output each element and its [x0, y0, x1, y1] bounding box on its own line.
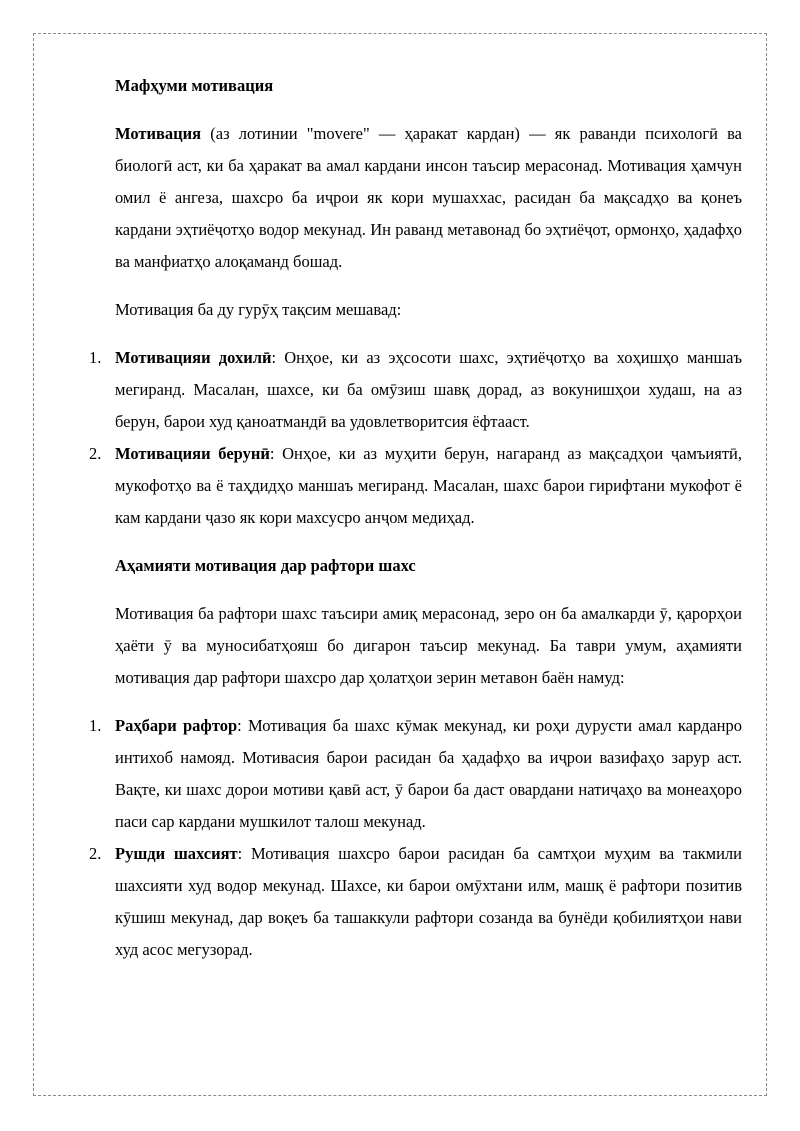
document-body: [89, 70, 743, 966]
list-term: Раҳбари рафтор: [115, 716, 238, 735]
list-term: Рушди шахсият: [115, 844, 238, 863]
list-text: : Мотивация шахсро барои расидан ба самтҳои муҳим ва такмили шахсияти худ водор мекунад. Шахсе, ки барои омӯхтани илм, машқ ё рафтори позитив кӯшиш мекунад, дар воқеъ ба ташаккули рафтори созанда ва бунёди қобилиятҳои нави худ асос мегузорад.: [115, 844, 743, 959]
list-number: 1.: [89, 716, 102, 735]
heading-importance: Аҳамияти мотивация дар рафтори шахс: [115, 556, 416, 575]
intro-term: Мотивация: [115, 124, 202, 143]
intro-paragraph: [115, 118, 742, 278]
list-number: 1.: [89, 348, 102, 367]
list-term: Мотивацияи дохилӣ: [115, 348, 272, 367]
list-number: 2.: [89, 844, 102, 863]
types-intro: Мотивация ба ду гурӯҳ тақсим мешавад:: [115, 300, 402, 319]
intro-text: (аз лотинии "movere" — ҳаракат кардан) — як раванди психологӣ ва биологӣ аст, ки ба ҳаракат ва амал кардани инсон таъсир мерасонад. Мотивация ҳамчун омил ё ангеза, шахсро ба иҷрои як кори мушаххас, расидан ба мақсадҳо ва қонеъ кардани эҳтиёҷотҳо водор мекунад. Ин раванд метавонад бо эҳтиёҷот, ормонҳо, ҳадафҳо ва манфиатҳо алоқаманд бошад.: [115, 124, 742, 271]
importance-intro: Мотивация ба рафтори шахс таъсири амиқ мерасонад, зеро он ба амалкарди ӯ, қарорҳои ҳаёти ӯ ва муносибатҳояш бо дигарон таъсир мекунад. Ба таври умум, аҳамияти мотивация дар рафтори шахсро дар ҳолатҳои зерин метавон баён намуд:: [115, 604, 742, 687]
list-text: : Онҳое, ки аз муҳити берун, нагаранд аз мақсадҳои ҷамъиятӣ, мукофотҳо ва ё таҳдидҳо маншаъ мегиранд. Масалан, шахс барои гирифтани мукофот ё кам кардани ҷазо як кори махсусро анҷом медиҳад.: [115, 444, 743, 527]
list-text: : Онҳое, ки аз эҳсосоти шахс, эҳтиёҷотҳо ва хоҳишҳо маншаъ мегиранд. Масалан, шахсе, ки ба омӯзиш шавқ дорад, аз вокунишҳои худаш, на аз берун, барои худ қаноатмандӣ ва удовлетворитсия ёфтааст.: [115, 348, 742, 431]
list-term: Мотивацияи берунӣ: [115, 444, 270, 463]
heading-motivation-concept: Мафҳуми мотивация: [115, 76, 274, 95]
list-text: : Мотивация ба шахс кӯмак мекунад, ки роҳи дурусти амал карданро интихоб намояд. Мотивасия барои расидан ба ҳадафҳо ва иҷрои вазифаҳо зарур аст. Вақте, ки шахс дорои мотиви қавӣ аст, ӯ барои ба даст овардани натиҷаҳо ва монеаҳоро паси сар кардани мушкилот талош мекунад.: [115, 716, 743, 831]
list-item: [89, 710, 743, 838]
importance-list: [89, 710, 743, 966]
list-item: [89, 438, 743, 534]
list-number: 2.: [89, 444, 102, 463]
list-item: [89, 838, 743, 966]
list-item: [89, 342, 742, 438]
types-list: [89, 342, 743, 534]
